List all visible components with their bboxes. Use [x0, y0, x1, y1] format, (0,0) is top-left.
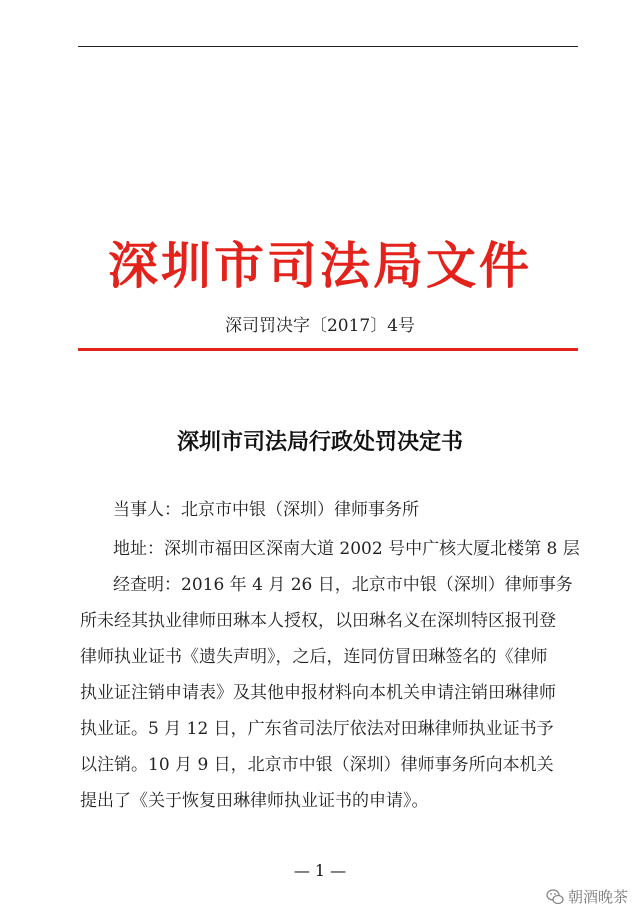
page-number: — 1 — — [293, 861, 347, 880]
watermark — [546, 886, 628, 907]
body-line: 执业证注销申请表》及其他申报材料向本机关申请注销田琳律师 — [80, 683, 556, 703]
body-line: 经查明：2016 年 4 月 26 日，北京市中银（深圳）律师事务 — [113, 575, 573, 595]
address-line: 地址：深圳市福田区深南大道 2002 号中广核大厦北楼第 8 层 — [113, 539, 580, 559]
decision-title: 深圳市司法局行政处罚决定书 — [176, 429, 463, 455]
body-line: 执业证。5 月 12 日，广东省司法厅依法对田琳律师执业证书予 — [80, 719, 554, 739]
body-line: 律师执业证书《遗失声明》，之后，连同仿冒田琳签名的《律师 — [80, 647, 548, 667]
red-divider — [78, 348, 578, 351]
top-divider — [78, 46, 578, 47]
wechat-icon — [546, 888, 564, 906]
document-number: 深司罚决字〔2017〕4号 — [224, 316, 416, 336]
document-header-title: 深圳市司法局文件 — [108, 236, 532, 295]
body-line: 提出了《关于恢复田琳律师执业证书的申请》。 — [80, 791, 429, 811]
party-line: 当事人：北京市中银（深圳）律师事务所 — [113, 500, 419, 520]
watermark-text: 朝酒晚茶 — [567, 888, 628, 906]
body-line: 以注销。10 月 9 日，北京市中银（深圳）律师事务所向本机关 — [80, 755, 554, 775]
body-line: 所未经其执业律师田琳本人授权，以田琳名义在深圳特区报刊登 — [80, 611, 556, 631]
